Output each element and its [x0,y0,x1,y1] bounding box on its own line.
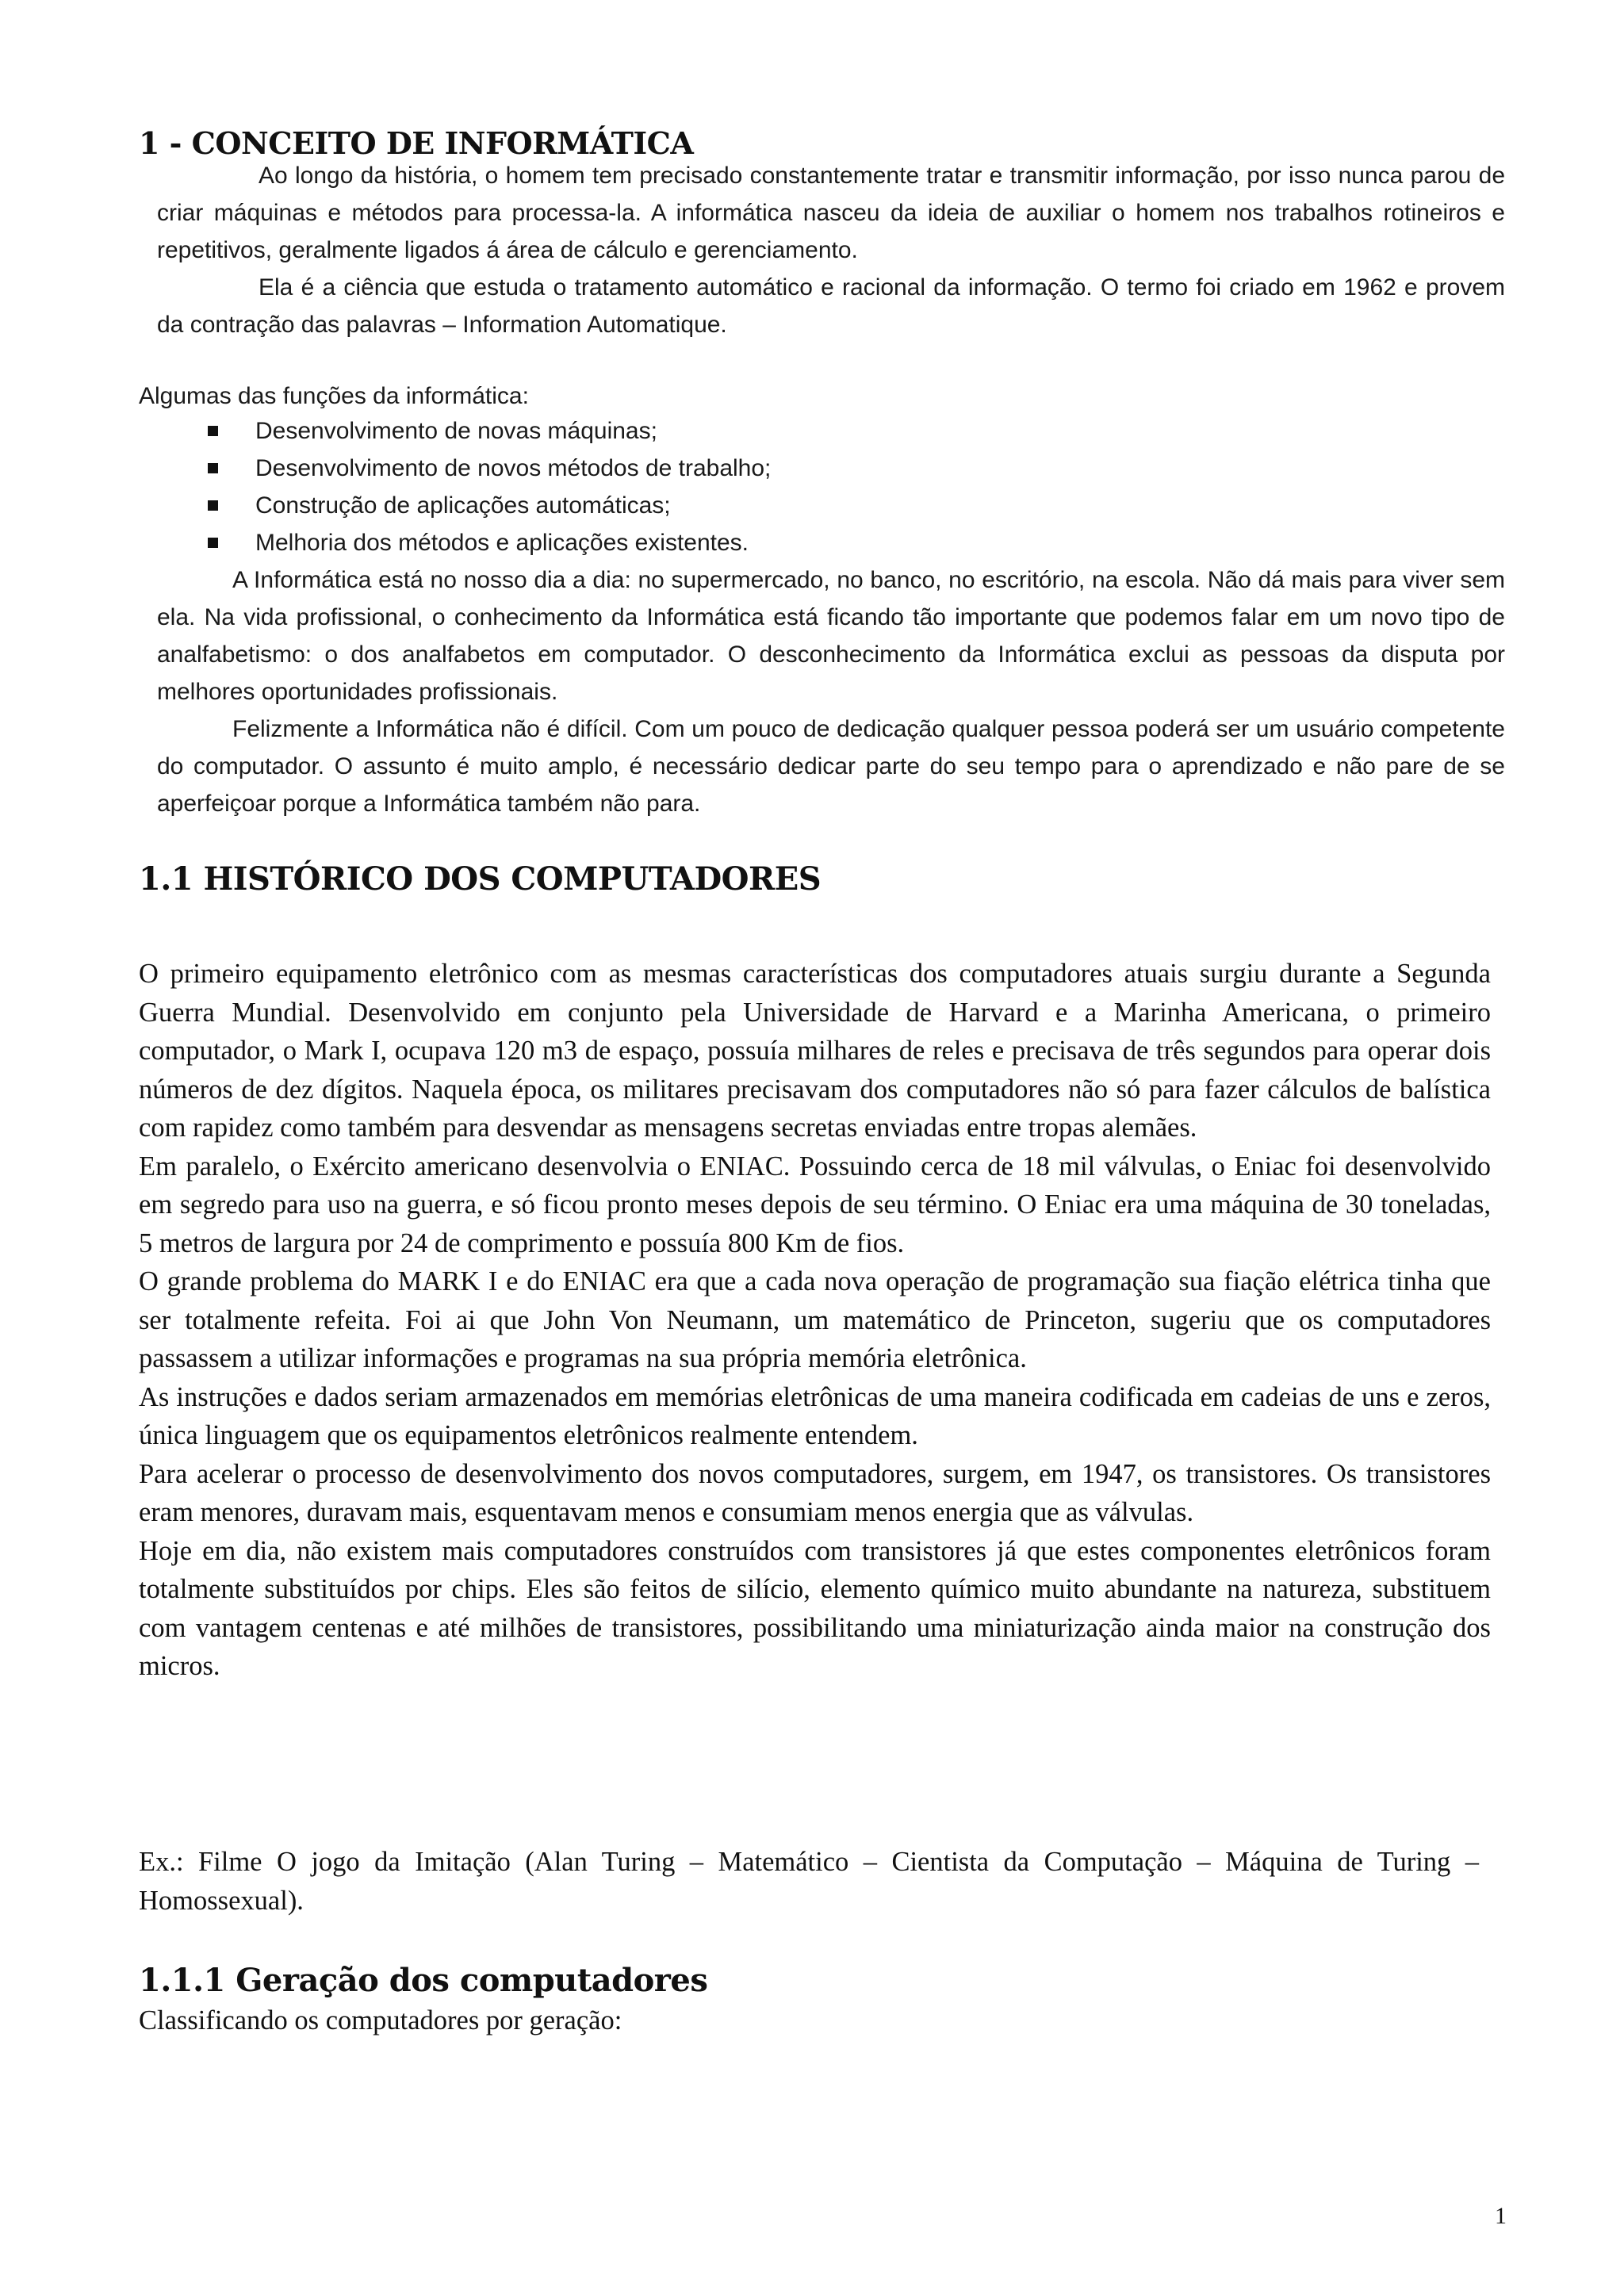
history-paragraph-2: Em paralelo, o Exército americano desenvolvia o ENIAC. Possuindo cerca de 18 mil válvulas, o Eniac foi desenvolvido em segredo para uso na guerra, e só ficou pronto meses depois de seu término. O Eniac era uma máquina de 30 toneladas, 5 metros de largura por 24 de comprimento e possuía 800 Km de fios. [139,1151,1491,1258]
section-heading-generation: 1.1.1 Geração dos computadores [139,1962,708,1999]
example-paragraph: Ex.: Filme O jogo da Imitação (Alan Turing – Matemático – Cientista da Computação – Máquina de Turing – Homossexual). [139,1847,1479,1916]
functions-label: Algumas das funções da informática: [139,383,529,409]
list-item [208,412,771,450]
section-heading-concept: 1 - CONCEITO DE INFORMÁTICA [139,125,694,161]
square-bullet-icon [208,463,218,473]
list-item-text: Construção de aplicações automáticas; [255,492,671,519]
list-item-text: Desenvolvimento de novos métodos de trabalho; [255,455,772,481]
list-item-text: Desenvolvimento de novas máquinas; [255,418,657,444]
functions-list [208,412,771,561]
concept-paragraph-4: Felizmente a Informática não é difícil. Com um pouco de dedicação qualquer pessoa poderá ser um usuário competente do computador. O assunto é muito amplo, é necessário dedicar parte do seu tempo para o aprendizado e não pare de se aperfeiçoar porque a Informática também não para. [157,716,1505,817]
history-example [139,1843,1479,1920]
history-paragraph-5: Para acelerar o processo de desenvolvimento dos novos computadores, surgem, em 1947, os transistores. Os transistores eram menores, duravam mais, esquentavam menos e consumiam menos energia que as válvulas. [139,1458,1491,1527]
generation-intro [139,2001,1491,2040]
generation-intro-text: Classificando os computadores por geração: [139,2005,622,2035]
history-paragraph-4: As instruções e dados seriam armazenados em memórias eletrônicas de uma maneira codificada em cadeias de uns e zeros, única linguagem que os equipamentos eletrônicos realmente entendem. [139,1381,1491,1450]
history-paragraph-1: O primeiro equipamento eletrônico com as mesmas características dos computadores atuais surgiu durante a Segunda Guerra Mundial. Desenvolvido em conjunto pela Universidade de Harvard e a Marinha Americana, o primeiro computador, o Mark I, ocupava 120 m3 de espaço, possuía milhares de reles e precisava de três segundos para operar dois números de dez dígitos. Naquela época, os militares precisavam dos computadores não só para fazer cálculos de balística com rapidez como também para desvendar as mensagens secretas enviadas entre tropas alemães. [139,959,1491,1143]
concept-paragraph-2: Ela é a ciência que estuda o tratamento automático e racional da informação. O termo foi criado em 1962 e provem da contração das palavras – Information Automatique. [157,274,1505,338]
square-bullet-icon [208,426,218,436]
list-item [208,524,771,561]
square-bullet-icon [208,538,218,548]
list-item-text: Melhoria dos métodos e aplicações existentes. [255,530,749,556]
square-bullet-icon [208,500,218,511]
list-item [208,487,771,524]
concept-outro [157,561,1505,822]
page-number: 1 [1495,2203,1507,2229]
list-item [208,450,771,487]
concept-paragraph-1: Ao longo da história, o homem tem precisado constantemente tratar e transmitir informação, por isso nunca parou de criar máquinas e métodos para processa-la. A informática nasceu da ideia de auxiliar o homem nos trabalhos rotineiros e repetitivos, geralmente ligados á área de cálculo e gerenciamento. [157,163,1505,263]
history-paragraph-6: Hoje em dia, não existem mais computadores construídos com transistores já que estes componentes eletrônicos foram totalmente substituídos por chips. Eles são feitos de silício, elemento químico muito abundante na natureza, substituem com vantagem centenas e até milhões de transistores, possibilitando uma miniaturização ainda maior na construção dos micros. [139,1535,1491,1681]
section-heading-history: 1.1 HISTÓRICO DOS COMPUTADORES [139,860,822,898]
concept-intro [157,157,1505,343]
history-paragraph-3: O grande problema do MARK I e do ENIAC era que a cada nova operação de programação sua fiação elétrica tinha que ser totalmente refeita. Foi ai que John Von Neumann, um matemático de Princeton, sugeriu que os computadores passassem a utilizar informações e programas na sua própria memória eletrônica. [139,1266,1491,1373]
history-body [139,955,1491,1686]
concept-paragraph-3: A Informática está no nosso dia a dia: no supermercado, no banco, no escritório, na escola. Não dá mais para viver sem ela. Na vida profissional, o conhecimento da Informática está ficando tão importante que podemos falar em um novo tipo de analfabetismo: o dos analfabetos em computador. O desconhecimento da Informática exclui as pessoas da disputa por melhores oportunidades profissionais. [157,567,1505,705]
